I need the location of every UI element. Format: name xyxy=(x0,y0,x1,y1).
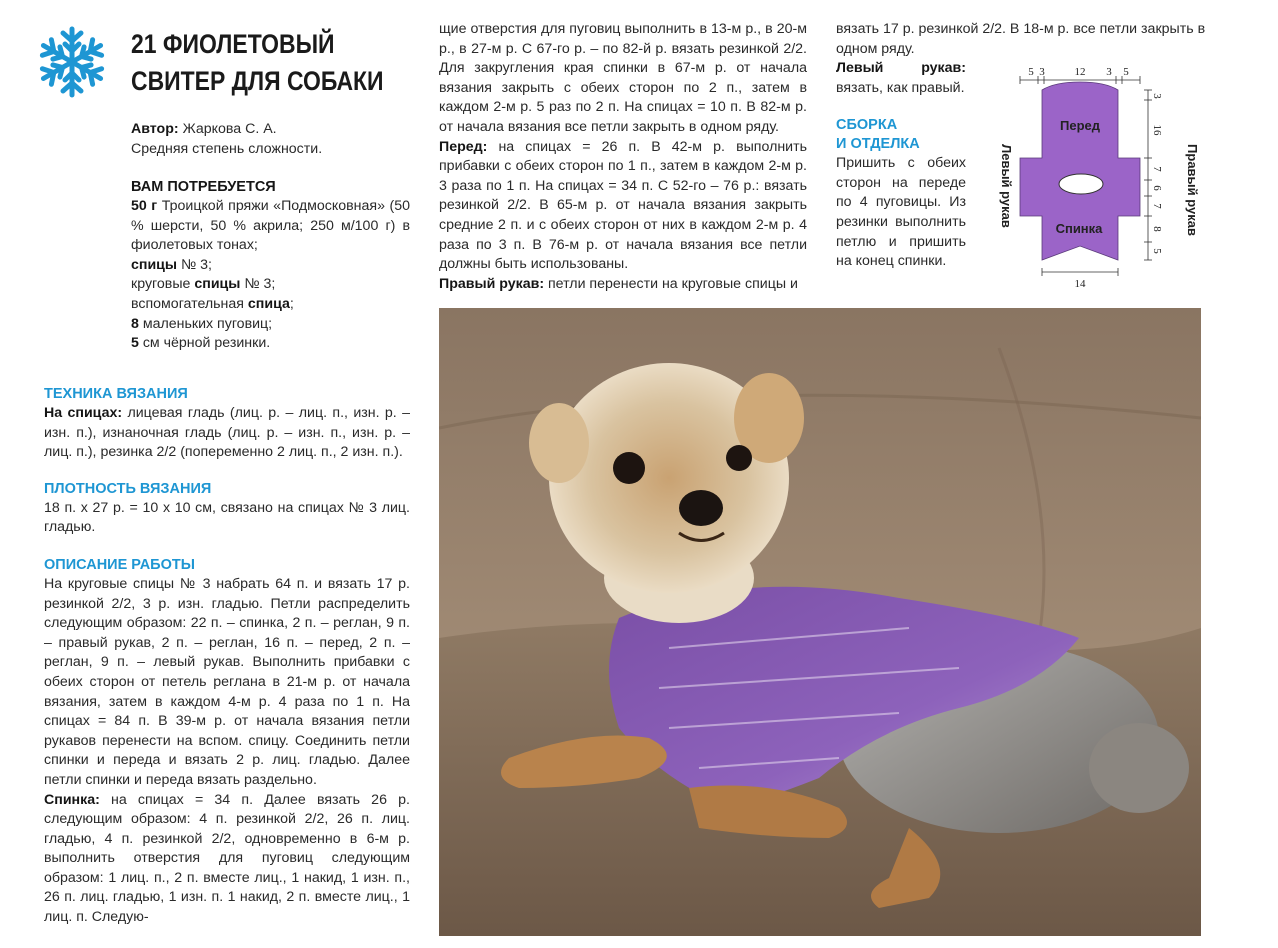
diagram-label-front: Перед xyxy=(1060,118,1100,133)
yarn-amount: 50 г xyxy=(131,198,158,214)
back-text-2: щие отверстия для пуговиц выполнить в 13-м р., в 20-м р., в 27-м р. С 67-го р. – по 82-й р. вязать резинкой 2/2. Для закругления края спинки в 67-м р. от начала вязания закрыть с обеих сторон по 2 п., затем в каждом 2-м р. 5 раз по 2 п. На спицах = 10 п. В 82-м р. от начала вязания все петли закрыть в одном ряду. xyxy=(439,21,807,135)
dim-right-4: 6 xyxy=(1151,185,1163,191)
yarn-text: Троицкой пряжи «Подмосковная» (50 % шерсти, 50 % акрила; 250 м/100 г) в фиолетовых тонах; xyxy=(131,198,410,254)
back-text-1: на спицах = 34 п. Далее вязать 26 р. следующим образом: 4 п. резинкой 2/2, 26 п. лиц. гладью, 4 п. резинкой 2/2, одновременно в 6-м р. выполнить отверстия для пуговиц следующим образом: 1 лиц. п., 2 п. вместе лиц., 1 накид, 1 изн. п., 26 п. лиц. гладью, 1 изн. п. 1 накид, 2 п. вместе лиц., 1 лиц. п. Следую- xyxy=(44,791,410,926)
dim-right-1: 3 xyxy=(1151,93,1163,99)
right-column-top xyxy=(836,20,1206,59)
right-sleeve-text-1: петли перенести на круговые спицы и xyxy=(544,275,798,292)
dim-bottom: 14 xyxy=(1074,278,1086,290)
aux-post: ; xyxy=(289,295,294,312)
description-heading: ОПИСАНИЕ РАБОТЫ xyxy=(44,556,195,573)
author-label: Автор: xyxy=(131,121,179,137)
dim-right-5: 7 xyxy=(1151,203,1163,209)
diagram-label-left-sleeve: Левый рукав xyxy=(999,144,1014,228)
elastic-text: см чёрной резинки. xyxy=(138,335,271,352)
middle-column xyxy=(439,20,807,294)
dim-top-5: 5 xyxy=(1123,66,1129,78)
buttons-count: 8 xyxy=(131,315,139,332)
right-sleeve-text-2: вязать 17 р. резинкой 2/2. В 18-м р. все петли закрыть в одном ряду. xyxy=(836,21,1206,57)
difficulty-text: Средняя степень сложности. xyxy=(131,140,323,157)
density-text: 18 п. х 27 р. = 10 х 10 см, связано на спицах № 3 лиц. гладью. xyxy=(44,499,410,536)
dim-top-2: 3 xyxy=(1039,66,1045,78)
pattern-diagram xyxy=(980,60,1210,295)
author-block xyxy=(131,120,411,159)
dim-top-4: 3 xyxy=(1106,66,1112,78)
right-sleeve-label: Правый рукав: xyxy=(439,275,545,292)
front-label: Перед: xyxy=(439,138,488,155)
technique-text: лицевая гладь (лиц. р. – лиц. п., изн. р. – изн. п.), изнаночная гладь (лиц. р. – изн. п., изн. р. – лиц. п.), резинка 2/2 (попеременно 2 лиц. п., 2 изн. п.). xyxy=(44,405,410,461)
title-number: 21 xyxy=(131,29,157,59)
buttons-text: маленьких пуговиц; xyxy=(138,315,273,332)
diagram-neck-hole xyxy=(1059,174,1103,194)
diagram-label-right-sleeve: Правый рукав xyxy=(1185,144,1200,236)
circular-post: № 3; xyxy=(240,276,276,293)
dim-right-2: 16 xyxy=(1151,124,1163,136)
dog-photo xyxy=(439,308,1201,936)
dim-right-7: 5 xyxy=(1151,248,1163,254)
page-title xyxy=(131,26,384,100)
dim-right-6: 8 xyxy=(1151,226,1163,232)
technique-label: На спицах: xyxy=(44,405,123,421)
left-column xyxy=(44,385,410,928)
technique-heading: ТЕХНИКА ВЯЗАНИЯ xyxy=(44,386,188,402)
aux-pre: вспомогательная xyxy=(131,295,248,312)
needles-text: № 3; xyxy=(177,256,212,273)
dim-top-1: 5 xyxy=(1028,66,1034,78)
assembly-text: Пришить с обеих сторон на переде по 4 пуговицы. Из резинки выполнить петлю и пришить на конец спинки. xyxy=(836,155,966,270)
aux-label: спица xyxy=(247,295,290,312)
author-name: Жаркова С. А. xyxy=(182,121,277,137)
diagram-label-back: Спинка xyxy=(1055,221,1103,236)
front-text: на спицах = 26 п. В 42-м р. выполнить прибавки с обеих сторон по 1 п., затем в каждом 2-м р. 3 раза по 1 п. На спицах = 34 п. С 52-го – 76 р.: вязать резинкой 2/2. В 65-м р. от начала вязания закрыть средние 2 п. и с обеих сторон от них в каждом 2-м р. 4 раза по 3 п. В 76-м р. от начала вязания все петли должны быть использованы. xyxy=(439,138,807,273)
density-heading: ПЛОТНОСТЬ ВЯЗАНИЯ xyxy=(44,480,212,497)
back-label: Спинка: xyxy=(44,791,100,808)
dog-illustration xyxy=(439,308,1201,936)
assembly-heading-2: И ОТДЕЛКА xyxy=(836,136,920,153)
materials-block xyxy=(131,178,410,354)
dim-right-3: 7 xyxy=(1151,166,1163,172)
dim-top-3: 12 xyxy=(1074,66,1086,78)
left-sleeve-text: вязать, как правый. xyxy=(836,79,965,96)
needles-label: спицы xyxy=(131,256,178,273)
snowflake-icon xyxy=(36,24,108,100)
title-line-2: СВИТЕР ДЛЯ СОБАКИ xyxy=(131,66,384,96)
assembly-heading-1: СБОРКА xyxy=(836,117,898,134)
title-line-1: ФИОЛЕТОВЫЙ xyxy=(162,29,335,59)
circular-pre: круговые xyxy=(131,276,195,293)
left-sleeve-label: Левый рукав: xyxy=(836,60,966,76)
materials-heading: ВАМ ПОТРЕБУЕТСЯ xyxy=(131,179,276,195)
description-text: На круговые спицы № 3 набрать 64 п. и вязать 17 р. резинкой 2/2, 3 р. изн. гладью. Петли распределить следующим образом: 22 п. – спинка, 2 п. – реглан, 9 п. – правый рукав, 2 п. – реглан, 16 п. – перед, 2 п. – реглан, 9 п. – левый рукав. Выполнить прибавки с обеих сторон от петель реглана в 21-м р. от начала вязания, затем в каждом 4-м р. 4 раза по 1 п. На спицах = 84 п. В 39-м р. от начала вязания петли рукавов перенести на вспом. спицу. Соединить петли спинки и переда и вязать 2 р. лиц. гладью. Далее петли спинки и переда вязать раздельно. xyxy=(44,575,410,788)
circular-label: спицы xyxy=(194,276,241,293)
elastic-length: 5 xyxy=(131,335,139,352)
diagram-bottom-dimension xyxy=(1042,268,1118,276)
diagram-right-dimension xyxy=(1144,90,1152,260)
right-column xyxy=(836,59,966,272)
